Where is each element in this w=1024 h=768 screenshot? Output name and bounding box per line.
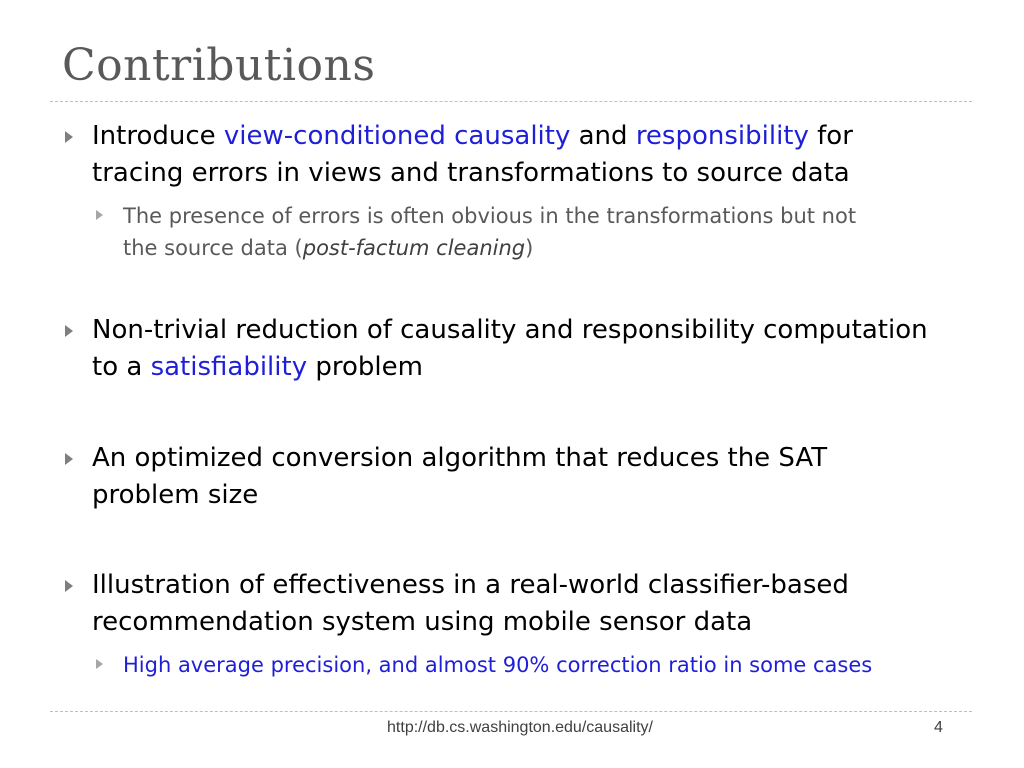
page-number: 4 bbox=[934, 719, 943, 736]
subbullet-2 bbox=[123, 649, 1003, 681]
bullet-3-line-2: problem size bbox=[92, 480, 259, 510]
triangle-right-icon bbox=[65, 325, 73, 337]
bullet-1 bbox=[92, 118, 992, 192]
triangle-right-icon bbox=[65, 453, 73, 465]
title-divider bbox=[50, 101, 972, 102]
bullet-2-line-1: Non-trivial reduction of causality and responsibility computation bbox=[92, 315, 928, 345]
highlight-term: satisfiability bbox=[150, 352, 308, 382]
highlight-term: view-conditioned causality bbox=[223, 121, 571, 151]
subbullet-2-line-1: High average precision, and almost 90% correction ratio in some cases bbox=[123, 653, 873, 677]
footer-url[interactable]: http://db.cs.washington.edu/causality/ bbox=[387, 719, 653, 736]
subbullet-1-line-2: the source data (post-factum cleaning) bbox=[123, 236, 534, 260]
triangle-right-icon bbox=[65, 580, 73, 592]
italic-term: post-factum cleaning bbox=[302, 236, 526, 260]
slide-title: Contributions bbox=[62, 40, 376, 91]
bullet-4 bbox=[92, 567, 992, 641]
footer-divider bbox=[50, 711, 972, 712]
triangle-right-icon bbox=[96, 210, 103, 220]
triangle-right-icon bbox=[96, 659, 103, 669]
subbullet-1-line-1: The presence of errors is often obvious in the transformations but not bbox=[123, 204, 857, 228]
bullet-3-line-1: An optimized conversion algorithm that reduces the SAT bbox=[92, 443, 828, 473]
bullet-2-line-2: to a satisfiability problem bbox=[92, 352, 423, 382]
bullet-3 bbox=[92, 440, 992, 514]
highlight-term: responsibility bbox=[635, 121, 809, 151]
triangle-right-icon bbox=[65, 131, 73, 143]
bullet-1-line-2: tracing errors in views and transformations to source data bbox=[92, 158, 850, 188]
subbullet-1 bbox=[123, 200, 1003, 264]
bullet-4-line-1: Illustration of effectiveness in a real-world classifier-based bbox=[92, 570, 849, 600]
bullet-4-line-2: recommendation system using mobile sensor data bbox=[92, 607, 753, 637]
bullet-2 bbox=[92, 312, 992, 386]
bullet-1-line-1: Introduce view-conditioned causality and responsibility for bbox=[92, 121, 853, 151]
